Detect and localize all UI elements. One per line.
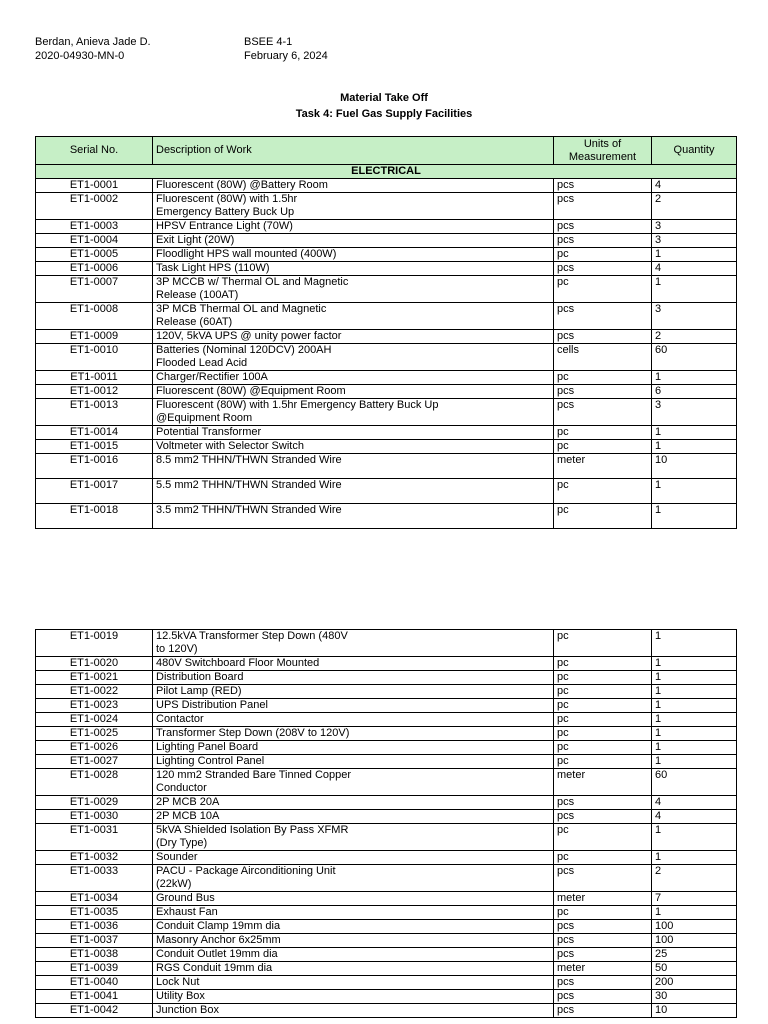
quantity-cell: 7 — [652, 892, 737, 906]
serial-cell: ET1-0037 — [36, 934, 153, 948]
quantity-cell: 1 — [652, 440, 737, 454]
description-cell: 3P MCB Thermal OL and Magnetic Release (60AT) — [153, 303, 554, 330]
table-row — [36, 248, 737, 262]
unit-cell: pcs — [554, 234, 652, 248]
table-row — [36, 948, 737, 962]
col-header-units: Units of Measurement — [554, 137, 652, 165]
unit-cell: pc — [554, 479, 652, 504]
description-cell: Pilot Lamp (RED) — [153, 685, 554, 699]
unit-cell: pcs — [554, 330, 652, 344]
course-section: BSEE 4-1 — [244, 36, 293, 48]
unit-cell: pcs — [554, 920, 652, 934]
unit-cell: pc — [554, 440, 652, 454]
table-row — [36, 657, 737, 671]
unit-cell: pcs — [554, 262, 652, 276]
unit-cell: pcs — [554, 796, 652, 810]
serial-cell: ET1-0027 — [36, 755, 153, 769]
table-row — [36, 851, 737, 865]
unit-cell: pcs — [554, 193, 652, 220]
serial-cell: ET1-0001 — [36, 179, 153, 193]
description-cell: Contactor — [153, 713, 554, 727]
serial-cell: ET1-0017 — [36, 479, 153, 504]
description-cell: Masonry Anchor 6x25mm — [153, 934, 554, 948]
quantity-cell: 4 — [652, 262, 737, 276]
description-cell: Conduit Outlet 19mm dia — [153, 948, 554, 962]
description-cell: UPS Distribution Panel — [153, 699, 554, 713]
material-table-page-2 — [35, 629, 737, 1018]
table-row — [36, 892, 737, 906]
unit-cell: pc — [554, 671, 652, 685]
col-header-quantity: Quantity — [652, 137, 737, 165]
serial-cell: ET1-0029 — [36, 796, 153, 810]
quantity-cell: 1 — [652, 906, 737, 920]
table-row — [36, 685, 737, 699]
quantity-cell: 200 — [652, 976, 737, 990]
table-row — [36, 479, 737, 504]
serial-cell: ET1-0042 — [36, 1004, 153, 1018]
table-row — [36, 865, 737, 892]
col-header-description: Description of Work — [153, 137, 554, 165]
serial-cell: ET1-0003 — [36, 220, 153, 234]
quantity-cell: 2 — [652, 865, 737, 892]
unit-cell: pcs — [554, 934, 652, 948]
unit-cell: pcs — [554, 948, 652, 962]
description-cell: Junction Box — [153, 1004, 554, 1018]
table-row — [36, 796, 737, 810]
serial-cell: ET1-0016 — [36, 454, 153, 479]
description-cell: Distribution Board — [153, 671, 554, 685]
serial-cell: ET1-0008 — [36, 303, 153, 330]
document-title — [0, 90, 768, 122]
quantity-cell: 1 — [652, 276, 737, 303]
unit-cell: pcs — [554, 303, 652, 330]
quantity-cell: 1 — [652, 851, 737, 865]
description-cell: Utility Box — [153, 990, 554, 1004]
description-cell: Fluorescent (80W) @Equipment Room — [153, 385, 554, 399]
description-cell: Sounder — [153, 851, 554, 865]
description-cell: Fluorescent (80W) with 1.5hr Emergency Battery Buck Up — [153, 193, 554, 220]
table-row — [36, 399, 737, 426]
table-row — [36, 234, 737, 248]
serial-cell: ET1-0002 — [36, 193, 153, 220]
quantity-cell: 1 — [652, 504, 737, 529]
serial-cell: ET1-0010 — [36, 344, 153, 371]
serial-cell: ET1-0038 — [36, 948, 153, 962]
table-row — [36, 727, 737, 741]
student-id: 2020-04930-MN-0 — [35, 50, 125, 62]
quantity-cell: 3 — [652, 399, 737, 426]
quantity-cell: 1 — [652, 727, 737, 741]
quantity-cell: 10 — [652, 454, 737, 479]
title-line-1: Material Take Off — [340, 92, 428, 104]
table-header-row — [36, 137, 737, 165]
unit-cell: meter — [554, 454, 652, 479]
serial-cell: ET1-0004 — [36, 234, 153, 248]
description-cell: 5.5 mm2 THHN/THWN Stranded Wire — [153, 479, 554, 504]
table-row — [36, 713, 737, 727]
description-cell: Conduit Clamp 19mm dia — [153, 920, 554, 934]
quantity-cell: 1 — [652, 248, 737, 262]
serial-cell: ET1-0005 — [36, 248, 153, 262]
quantity-cell: 6 — [652, 385, 737, 399]
table-row — [36, 385, 737, 399]
unit-cell: pc — [554, 713, 652, 727]
unit-cell: pc — [554, 657, 652, 671]
table-row — [36, 179, 737, 193]
unit-cell: pcs — [554, 1004, 652, 1018]
description-cell: 12.5kVA Transformer Step Down (480V to 120V) — [153, 630, 554, 657]
unit-cell: meter — [554, 892, 652, 906]
serial-cell: ET1-0021 — [36, 671, 153, 685]
document-date: February 6, 2024 — [244, 50, 328, 62]
serial-cell: ET1-0022 — [36, 685, 153, 699]
description-cell: Potential Transformer — [153, 426, 554, 440]
quantity-cell: 1 — [652, 741, 737, 755]
serial-cell: ET1-0007 — [36, 276, 153, 303]
table-row — [36, 262, 737, 276]
unit-cell: pc — [554, 248, 652, 262]
table-row — [36, 440, 737, 454]
serial-cell: ET1-0025 — [36, 727, 153, 741]
title-line-2: Task 4: Fuel Gas Supply Facilities — [295, 108, 473, 120]
quantity-cell: 25 — [652, 948, 737, 962]
unit-cell: pcs — [554, 990, 652, 1004]
serial-cell: ET1-0011 — [36, 371, 153, 385]
serial-cell: ET1-0026 — [36, 741, 153, 755]
unit-cell: meter — [554, 769, 652, 796]
description-cell: Charger/Rectifier 100A — [153, 371, 554, 385]
unit-cell: pc — [554, 504, 652, 529]
description-cell: Lock Nut — [153, 976, 554, 990]
table-row — [36, 371, 737, 385]
table-row — [36, 769, 737, 796]
serial-cell: ET1-0028 — [36, 769, 153, 796]
serial-cell: ET1-0036 — [36, 920, 153, 934]
section-row — [36, 165, 737, 179]
serial-cell: ET1-0023 — [36, 699, 153, 713]
serial-cell: ET1-0019 — [36, 630, 153, 657]
description-cell: 8.5 mm2 THHN/THWN Stranded Wire — [153, 454, 554, 479]
serial-cell: ET1-0018 — [36, 504, 153, 529]
unit-cell: meter — [554, 962, 652, 976]
unit-cell: pc — [554, 755, 652, 769]
quantity-cell: 1 — [652, 699, 737, 713]
quantity-cell: 10 — [652, 1004, 737, 1018]
serial-cell: ET1-0040 — [36, 976, 153, 990]
serial-cell: ET1-0032 — [36, 851, 153, 865]
quantity-cell: 3 — [652, 234, 737, 248]
description-cell: Fluorescent (80W) with 1.5hr Emergency Battery Buck Up @Equipment Room — [153, 399, 554, 426]
quantity-cell: 3 — [652, 303, 737, 330]
description-cell: Lighting Panel Board — [153, 741, 554, 755]
author-info — [35, 35, 151, 63]
unit-cell: pcs — [554, 976, 652, 990]
description-cell: Voltmeter with Selector Switch — [153, 440, 554, 454]
table-row — [36, 741, 737, 755]
quantity-cell: 50 — [652, 962, 737, 976]
table-row — [36, 630, 737, 657]
table-row — [36, 699, 737, 713]
serial-cell: ET1-0020 — [36, 657, 153, 671]
description-cell: 2P MCB 20A — [153, 796, 554, 810]
table-row — [36, 824, 737, 851]
table-row — [36, 920, 737, 934]
table-row — [36, 330, 737, 344]
table-row — [36, 962, 737, 976]
description-cell: 120 mm2 Stranded Bare Tinned Copper Conductor — [153, 769, 554, 796]
serial-cell: ET1-0024 — [36, 713, 153, 727]
unit-cell: pc — [554, 699, 652, 713]
quantity-cell: 1 — [652, 713, 737, 727]
table-row — [36, 220, 737, 234]
serial-cell: ET1-0035 — [36, 906, 153, 920]
quantity-cell: 1 — [652, 630, 737, 657]
quantity-cell: 3 — [652, 220, 737, 234]
table-row — [36, 906, 737, 920]
quantity-cell: 100 — [652, 920, 737, 934]
description-cell: Floodlight HPS wall mounted (400W) — [153, 248, 554, 262]
section-label: ELECTRICAL — [36, 165, 737, 179]
unit-cell: pc — [554, 276, 652, 303]
serial-cell: ET1-0013 — [36, 399, 153, 426]
quantity-cell: 100 — [652, 934, 737, 948]
quantity-cell: 1 — [652, 671, 737, 685]
table-row — [36, 976, 737, 990]
description-cell: 120V, 5kVA UPS @ unity power factor — [153, 330, 554, 344]
quantity-cell: 1 — [652, 479, 737, 504]
serial-cell: ET1-0031 — [36, 824, 153, 851]
quantity-cell: 1 — [652, 824, 737, 851]
unit-cell: pcs — [554, 399, 652, 426]
unit-cell: cells — [554, 344, 652, 371]
description-cell: Ground Bus — [153, 892, 554, 906]
description-cell: 2P MCB 10A — [153, 810, 554, 824]
author-name: Berdan, Anieva Jade D. — [35, 36, 151, 48]
serial-cell: ET1-0030 — [36, 810, 153, 824]
serial-cell: ET1-0033 — [36, 865, 153, 892]
quantity-cell: 60 — [652, 344, 737, 371]
quantity-cell: 2 — [652, 330, 737, 344]
description-cell: PACU - Package Airconditioning Unit (22kW) — [153, 865, 554, 892]
serial-cell: ET1-0009 — [36, 330, 153, 344]
serial-cell: ET1-0006 — [36, 262, 153, 276]
unit-cell: pc — [554, 741, 652, 755]
quantity-cell: 2 — [652, 193, 737, 220]
quantity-cell: 4 — [652, 179, 737, 193]
description-cell: Lighting Control Panel — [153, 755, 554, 769]
quantity-cell: 1 — [652, 426, 737, 440]
serial-cell: ET1-0039 — [36, 962, 153, 976]
table-row — [36, 193, 737, 220]
serial-cell: ET1-0015 — [36, 440, 153, 454]
table-row — [36, 810, 737, 824]
table-row — [36, 344, 737, 371]
description-cell: Fluorescent (80W) @Battery Room — [153, 179, 554, 193]
table-row — [36, 934, 737, 948]
serial-cell: ET1-0041 — [36, 990, 153, 1004]
serial-cell: ET1-0014 — [36, 426, 153, 440]
table-row — [36, 303, 737, 330]
quantity-cell: 30 — [652, 990, 737, 1004]
table-row — [36, 276, 737, 303]
unit-cell: pc — [554, 685, 652, 699]
quantity-cell: 1 — [652, 371, 737, 385]
unit-cell: pc — [554, 630, 652, 657]
quantity-cell: 4 — [652, 796, 737, 810]
description-cell: 3P MCCB w/ Thermal OL and Magnetic Release (100AT) — [153, 276, 554, 303]
unit-cell: pc — [554, 727, 652, 741]
description-cell: RGS Conduit 19mm dia — [153, 962, 554, 976]
description-cell: Exhaust Fan — [153, 906, 554, 920]
unit-cell: pcs — [554, 810, 652, 824]
serial-cell: ET1-0034 — [36, 892, 153, 906]
unit-cell: pc — [554, 824, 652, 851]
material-table-page-1 — [35, 136, 737, 529]
unit-cell: pc — [554, 426, 652, 440]
unit-cell: pc — [554, 851, 652, 865]
table-row — [36, 671, 737, 685]
description-cell: Transformer Step Down (208V to 120V) — [153, 727, 554, 741]
table-row — [36, 454, 737, 479]
description-cell: HPSV Entrance Light (70W) — [153, 220, 554, 234]
description-cell: 480V Switchboard Floor Mounted — [153, 657, 554, 671]
description-cell: Exit Light (20W) — [153, 234, 554, 248]
table-row — [36, 1004, 737, 1018]
table-row — [36, 504, 737, 529]
table-row — [36, 755, 737, 769]
description-cell: Batteries (Nominal 120DCV) 200AH Flooded Lead Acid — [153, 344, 554, 371]
unit-cell: pcs — [554, 179, 652, 193]
description-cell: 3.5 mm2 THHN/THWN Stranded Wire — [153, 504, 554, 529]
description-cell: Task Light HPS (110W) — [153, 262, 554, 276]
table-row — [36, 426, 737, 440]
quantity-cell: 1 — [652, 657, 737, 671]
description-cell: 5kVA Shielded Isolation By Pass XFMR (Dry Type) — [153, 824, 554, 851]
col-header-serial: Serial No. — [36, 137, 153, 165]
unit-cell: pcs — [554, 865, 652, 892]
course-info — [244, 35, 328, 63]
unit-cell: pcs — [554, 385, 652, 399]
quantity-cell: 60 — [652, 769, 737, 796]
unit-cell: pc — [554, 906, 652, 920]
quantity-cell: 1 — [652, 685, 737, 699]
unit-cell: pcs — [554, 220, 652, 234]
quantity-cell: 1 — [652, 755, 737, 769]
table-row — [36, 990, 737, 1004]
quantity-cell: 4 — [652, 810, 737, 824]
serial-cell: ET1-0012 — [36, 385, 153, 399]
unit-cell: pc — [554, 371, 652, 385]
